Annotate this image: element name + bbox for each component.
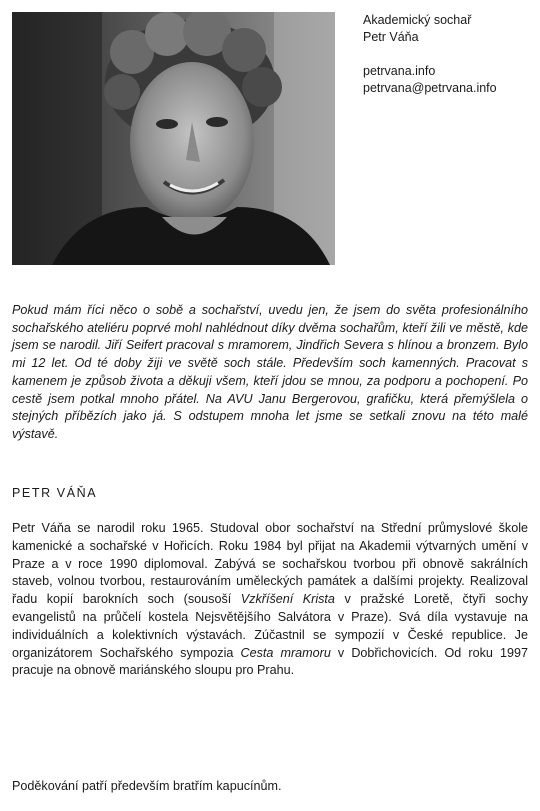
acknowledgement: Poděkování patří především bratřím kapucínům. (12, 779, 282, 793)
bio-text: v pražské Loretě, čtyři sochy evangelistů na průčelí kostela Nejsvětějšího Salvátora v Praze). Svá díla vystavuje na individuálních a kolektivních výstavách. Zúčastnil se sympozií v České republice. Je organizátorem Sochařského sympozia (12, 592, 528, 660)
artist-role: Akademický sochař (363, 13, 472, 27)
artist-name: Petr Váňa (363, 30, 419, 44)
symposium-title: Cesta mramoru (240, 645, 331, 660)
website-link[interactable]: petrvana.info (363, 64, 436, 78)
bio-text: Petr Váňa se narodil roku 1965. Studoval obor sochařství na Střední průmyslové škole kamenické a sochařské v Hořicích. Roku 1984 byl přijat na Akademii výtvarných umění v Praze a v roce 1990 diplomoval. Zabývá se sochařskou tvorbou při obnově sakrálních staveb, volnou tvorbou, restaurováním uměleckých památek a dalšími projekty. Realizoval řadu kopií barokních soch (sousoší (12, 521, 528, 607)
artwork-title: Vzkříšení Krista (240, 592, 335, 607)
portrait-photo (12, 12, 335, 265)
bio-paragraph (12, 520, 528, 680)
section-heading: PETR VÁŇA (12, 486, 98, 500)
bio-text: v Dobřichovicích. Od roku 1997 pracuje na obnově mariánského sloupu pro Prahu. (12, 645, 528, 678)
intro-paragraph: Pokud mám říci něco o sobě a sochařství, uvedu jen, že jsem do světa profesionálního sochařského ateliéru poprvé mohl nahlédnout díky dvěma sochařům, kteří žili ve městě, kde jsem se narodil. Jiří Seifert pracoval s mramorem, Jindřich Severa s hlínou a bronzem. Bylo mi 12 let. Od té doby žiji ve světě soch stále. Především soch kamenných. Pracovat s kamenem je způsob života a děkuji všem, kteří jdou se mnou, za podporu a pochopení. Po cestě jsem potkal mnoho přátel. Na AVU Janu Bergerovou, grafičku, která přemýšlela o stejných příbězích jako já. S odstupem mnoha let jsme se setkali znovu na této malé výstavě. (12, 303, 528, 441)
email-link[interactable]: petrvana@petrvana.info (363, 81, 497, 95)
contact-block (363, 12, 533, 97)
